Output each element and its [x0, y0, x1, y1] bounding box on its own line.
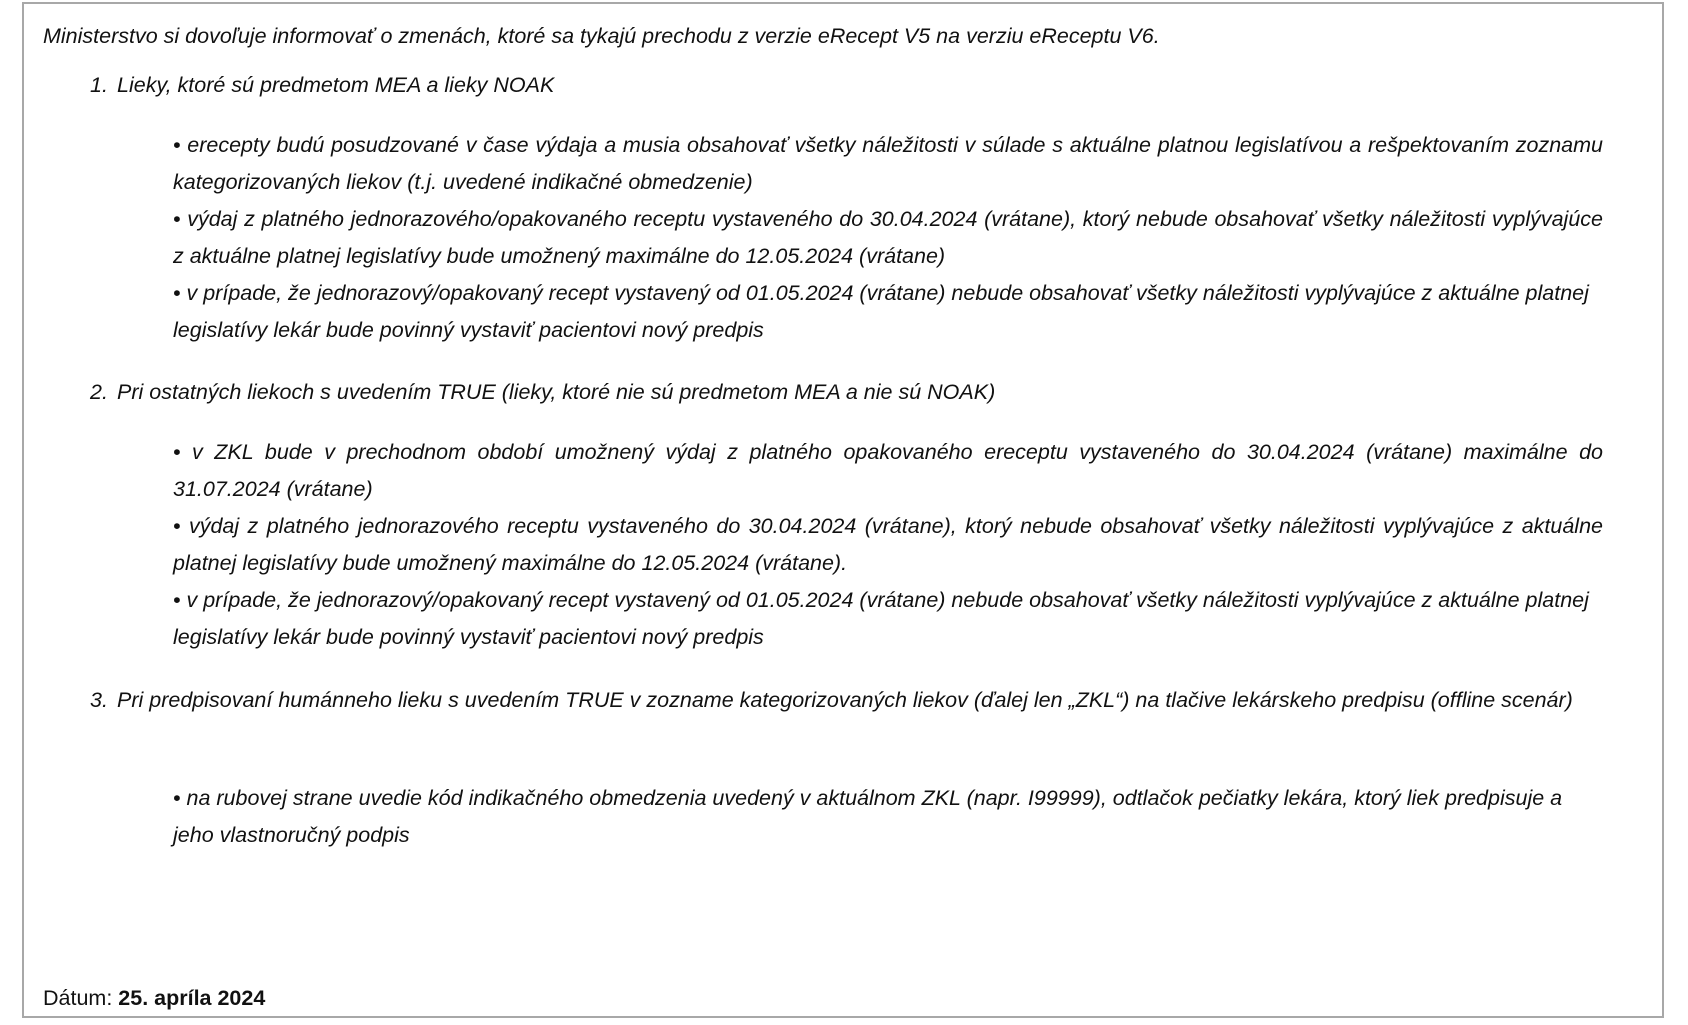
date-label: Dátum:	[43, 986, 119, 1010]
section-2-bullet-2: • výdaj z platného jednorazového receptu vystaveného do 30.04.2024 (vrátane), ktorý nebude obsahovať všetky náležitosti vyplývajúce z aktuálne platnej legislatívy bude umožnený maximálne do 12.05.2024 (vrátane).	[173, 514, 1603, 575]
section-2-bullet-3: • v prípade, že jednorazový/opakovaný recept vystavený od 01.05.2024 (vrátane) nebude obsahovať všetky náležitosti vyplývajúce z aktuálne platnej legislatívy lekár bude povinný vystaviť pacientovi nový predpis	[173, 588, 1589, 649]
section-2-bullet-1: • v ZKL bude v prechodnom období umožnený výdaj z platného opakovaného ereceptu vystaveného do 30.04.2024 (vrátane) maximálne do 31.07.2024 (vrátane)	[173, 440, 1603, 501]
section-1-bullet-1: • erecepty budú posudzované v čase výdaja a musia obsahovať všetky náležitosti v súlade s aktuálne platnou legislatívou a rešpektovaním zoznamu kategorizovaných liekov (t.j. uvedené indikačné obmedzenie)	[173, 133, 1603, 194]
section-2-number: 2.	[90, 380, 108, 404]
section-1-number: 1.	[90, 73, 108, 97]
section-1-heading: Lieky, ktoré sú predmetom MEA a lieky NOAK	[117, 73, 555, 97]
section-3-heading: Pri predpisovaní humánneho lieku s uvedením TRUE v zozname kategorizovaných liekov (ďalej len „ZKL“) na tlačive lekárskeho predpisu (offline scenár)	[117, 688, 1573, 712]
section-2-heading: Pri ostatných liekoch s uvedením TRUE (lieky, ktoré nie sú predmetom MEA a nie sú NOAK)	[117, 380, 996, 404]
section-3-number: 3.	[90, 688, 108, 712]
date-value: 25. apríla 2024	[118, 986, 266, 1010]
date-line	[43, 980, 265, 1017]
section-1-bullet-3: • v prípade, že jednorazový/opakovaný recept vystavený od 01.05.2024 (vrátane) nebude obsahovať všetky náležitosti vyplývajúce z aktuálne platnej legislatívy lekár bude povinný vystaviť pacientovi nový predpis	[173, 281, 1589, 342]
section-3-bullet-1: • na rubovej strane uvedie kód indikačného obmedzenia uvedený v aktuálnom ZKL (napr. I99999), odtlačok pečiatky lekára, ktorý liek predpisuje a jeho vlastnoručný podpis	[173, 786, 1563, 847]
intro-text: Ministerstvo si dovoľuje informovať o zmenách, ktoré sa tykajú prechodu z verzie eRecept V5 na verziu eReceptu V6.	[43, 24, 1160, 48]
section-1-bullet-2: • výdaj z platného jednorazového/opakovaného receptu vystaveného do 30.04.2024 (vrátane), ktorý nebude obsahovať všetky náležitosti vyplývajúce z aktuálne platnej legislatívy bude umožnený maximálne do 12.05.2024 (vrátane)	[173, 207, 1603, 268]
